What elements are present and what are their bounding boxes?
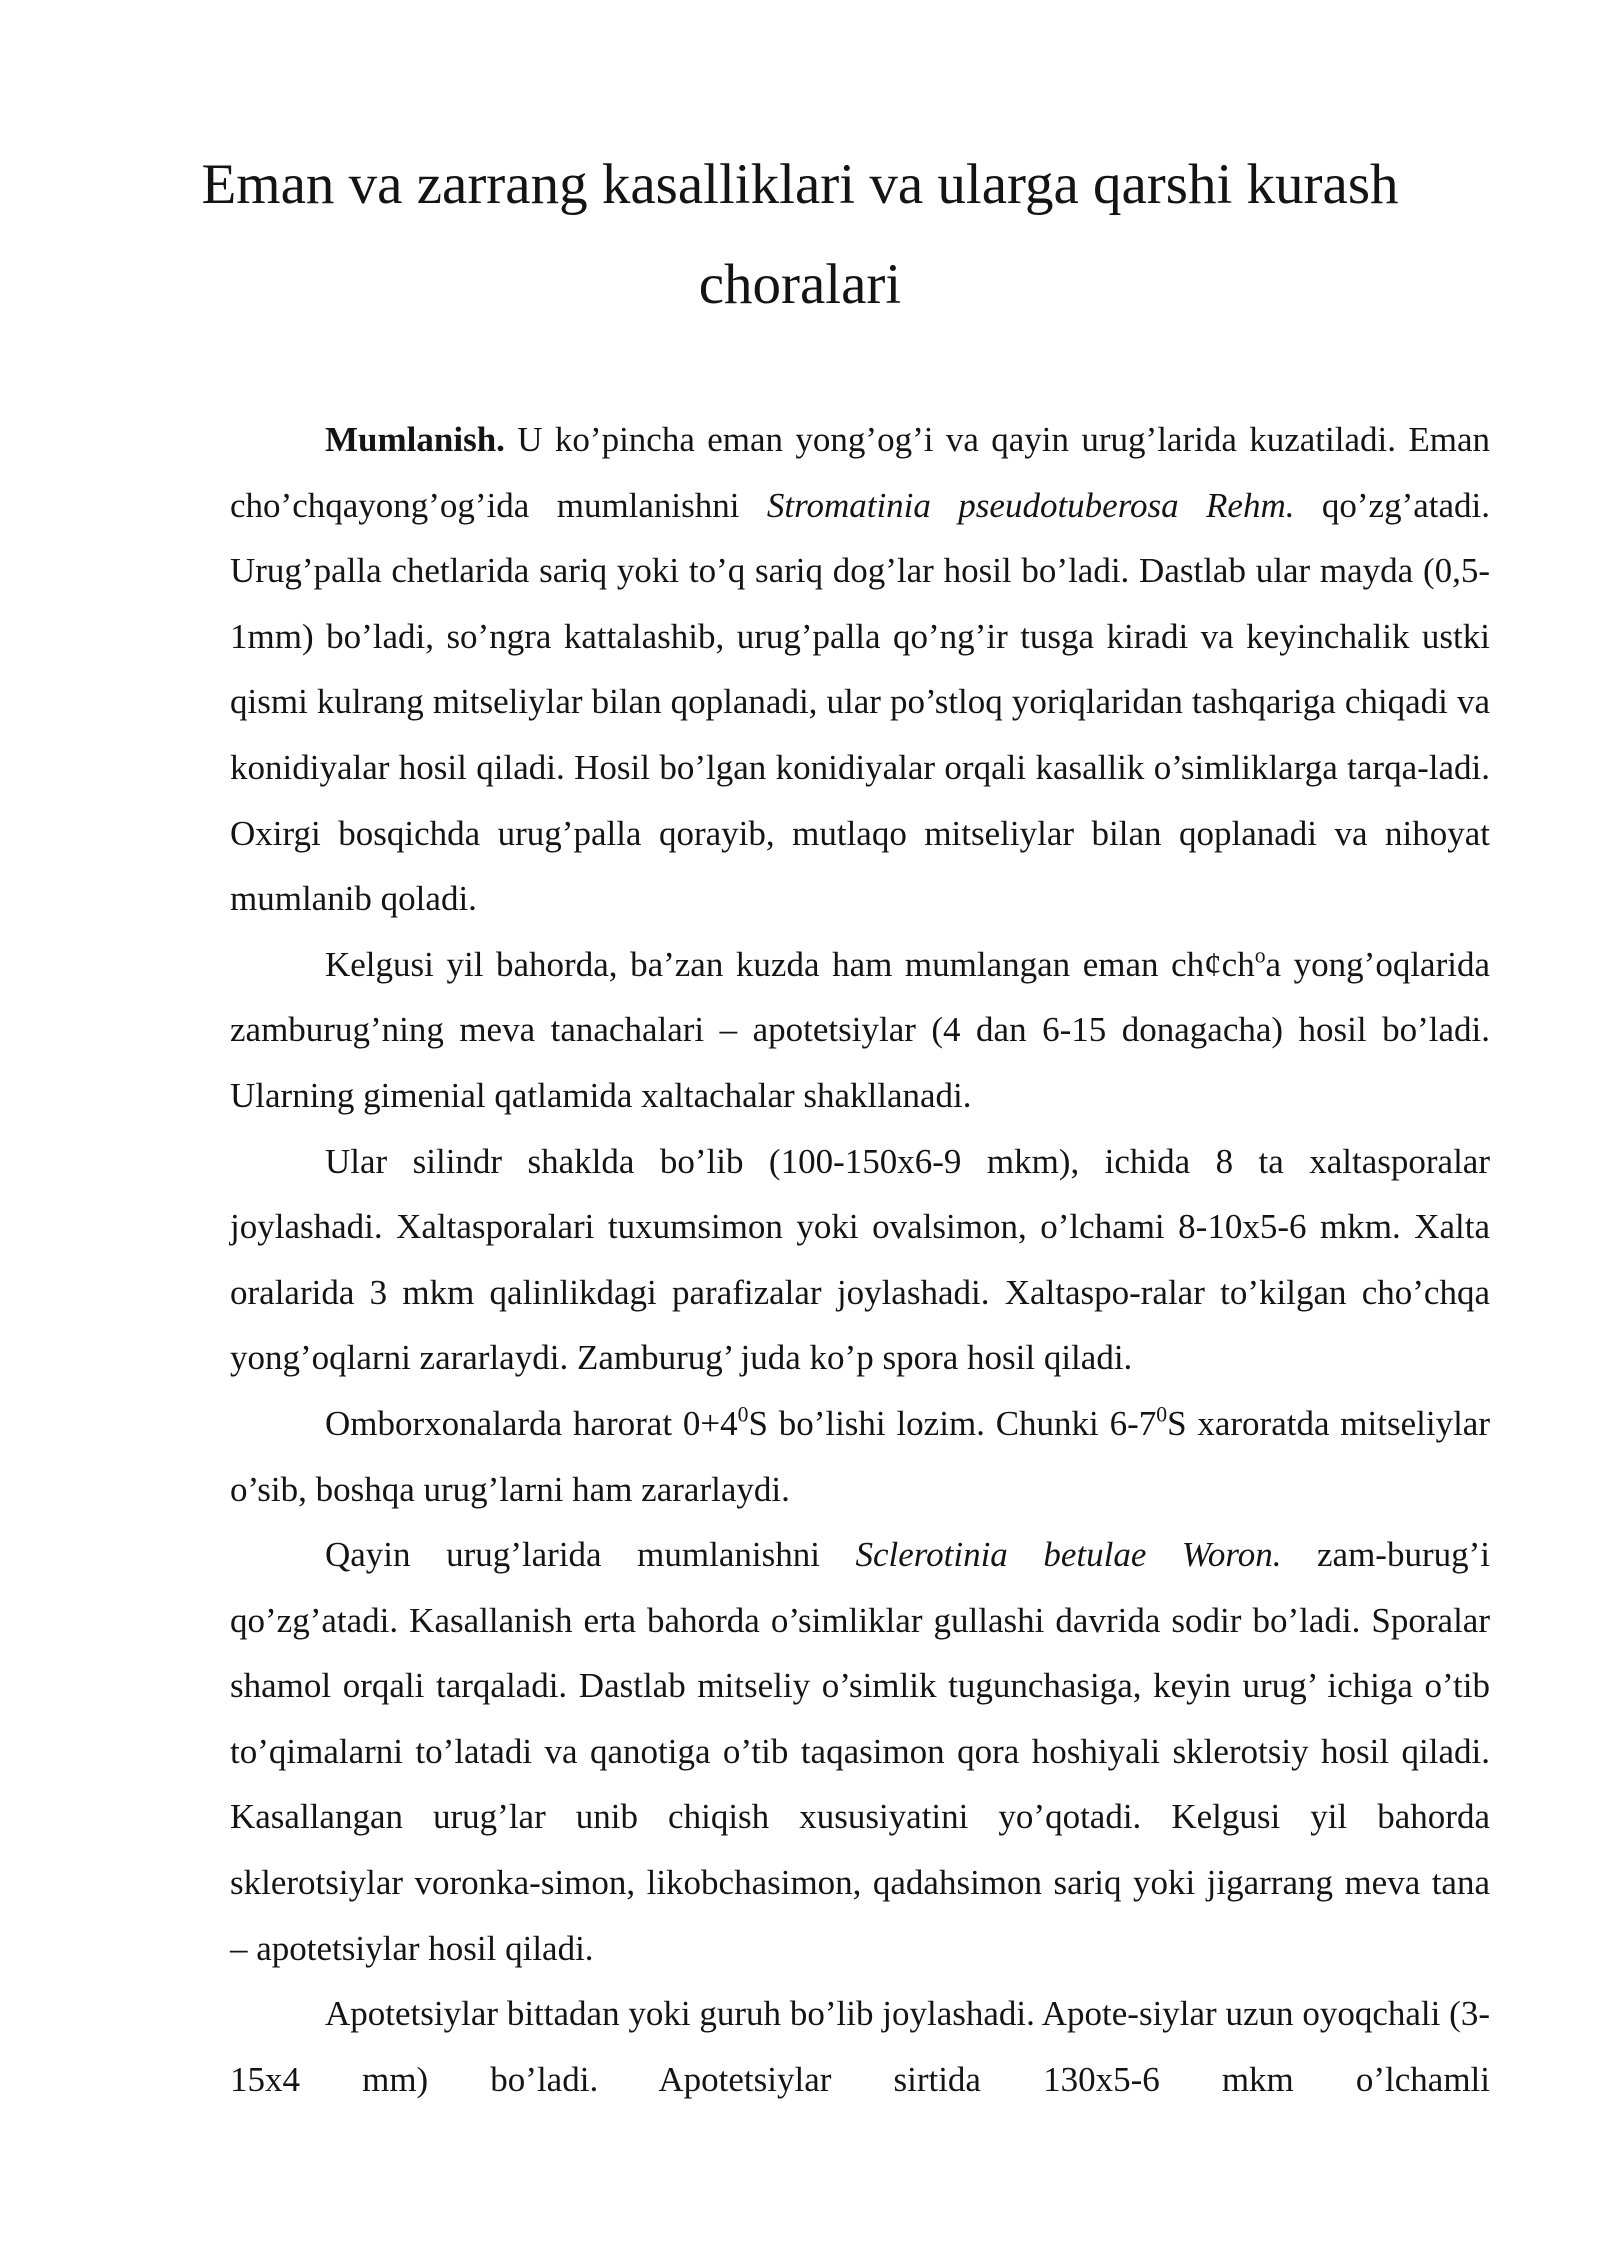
text-run: U ko’pincha eman yong’og’i va qayin urug’larida kuzatiladi. Eman cho’chqayong’og’ida mumlanishni <box>230 420 1490 525</box>
superscript: 0 <box>737 1402 749 1427</box>
text-run: Apotetsiylar bittadan yoki guruh bo’lib joylashadi. Apote-siylar uzun oyoqchali (3-15x4 mm) bo’ladi. Apotetsiylar sirtida 130x5-6 mkm o’lchamli <box>230 1994 1490 2099</box>
text-run: Qayin urug’larida mumlanishni <box>325 1535 856 1575</box>
text-run: zam-burug’i qo’zg’atadi. Kasallanish erta bahorda o’simliklar gullashi davrida sodir bo’ladi. Sporalar shamol orqali tarqaladi. Dastlab mitseliy o’simlik tugunchasiga, keyin urug’ ichiga o’tib to’qimalarni to’latadi va qanotiga o’tib taqasimon qora hoshiyali sklerotsiy hosil qiladi. Kasallangan urug’lar unib chiqish xususiyatini yo’qotadi. Kelgusi yil bahorda sklerotsiylar voronka-simon, likobchasimon, qadahsimon sariq yoki jigarrang meva tana – apotetsiylar hosil qiladi. <box>230 1535 1491 1968</box>
paragraph <box>230 1391 1490 1522</box>
paragraph <box>230 1129 1490 1391</box>
paragraph <box>230 1981 1490 2112</box>
paragraph <box>230 1522 1490 1981</box>
paragraph <box>230 407 1490 932</box>
document-body <box>230 407 1490 2112</box>
text-run: Omborxonalarda harorat 0+4 <box>325 1403 738 1443</box>
text-run: Kelgusi yil bahorda, ba’zan kuzda ham mumlangan eman ch¢ch <box>325 944 1255 984</box>
superscript: o <box>1254 943 1266 968</box>
text-run: a yong’oqlarida zamburug’ning meva tanachalari – apotetsiylar (4 dan 6-15 donagacha) hosil bo’ladi. Ularning gimenial qatlamida xaltachalar shakllanadi. <box>230 944 1490 1115</box>
italic-species-name: Sclerotinia betulae Woron. <box>855 1535 1282 1575</box>
text-run: Ular silindr shaklda bo’lib (100-150x6-9 mkm), ichida 8 ta xaltasporalar joylashadi. Xaltasporalari tuxumsimon yoki ovalsimon, o’lchami 8-10x5-6 mkm. Xalta oralarida 3 mkm qalinlikdagi parafizalar joylashadi. Xaltaspo-ralar to’kilgan cho’chqa yong’oqlarni zararlaydi. Zamburug’ juda ko’p spora hosil qiladi. <box>230 1141 1490 1378</box>
text-run: S bo’lishi lozim. Chunki 6-7 <box>748 1403 1157 1443</box>
superscript: 0 <box>1156 1402 1168 1427</box>
italic-species-name: Stromatinia pseudotuberosa Rehm. <box>766 485 1295 525</box>
paragraph <box>230 932 1490 1129</box>
text-run: S xaroratda mitseliylar o’sib, boshqa urug’larni ham zararlaydi. <box>230 1403 1490 1509</box>
text-run: qo’zg’atadi. Urug’palla chetlarida sariq yoki to’q sariq dog’lar hosil bo’ladi. Dastlab ular mayda (0,5-1mm) bo’ladi, so’ngra kattalashib, urug’palla qo’ng’ir tusga kiradi va keyinchalik ustki qismi kulrang mitseliylar bilan qoplanadi, ular po’stloq yoriqlaridan tashqariga chiqadi va konidiyalar hosil qiladi. Hosil bo’lgan konidiyalar orqali kasallik o’simliklarga tarqa-ladi. Oxirgi bosqichda urug’palla qorayib, mutlaqo mitseliylar bilan qoplanadi va nihoyat mumlanib qoladi. <box>230 485 1490 919</box>
bold-lead-in: Mumlanish. <box>325 420 505 459</box>
page-title: Eman va zarrang kasalliklari va ularga qarshi kurash choralari <box>201 153 1399 316</box>
